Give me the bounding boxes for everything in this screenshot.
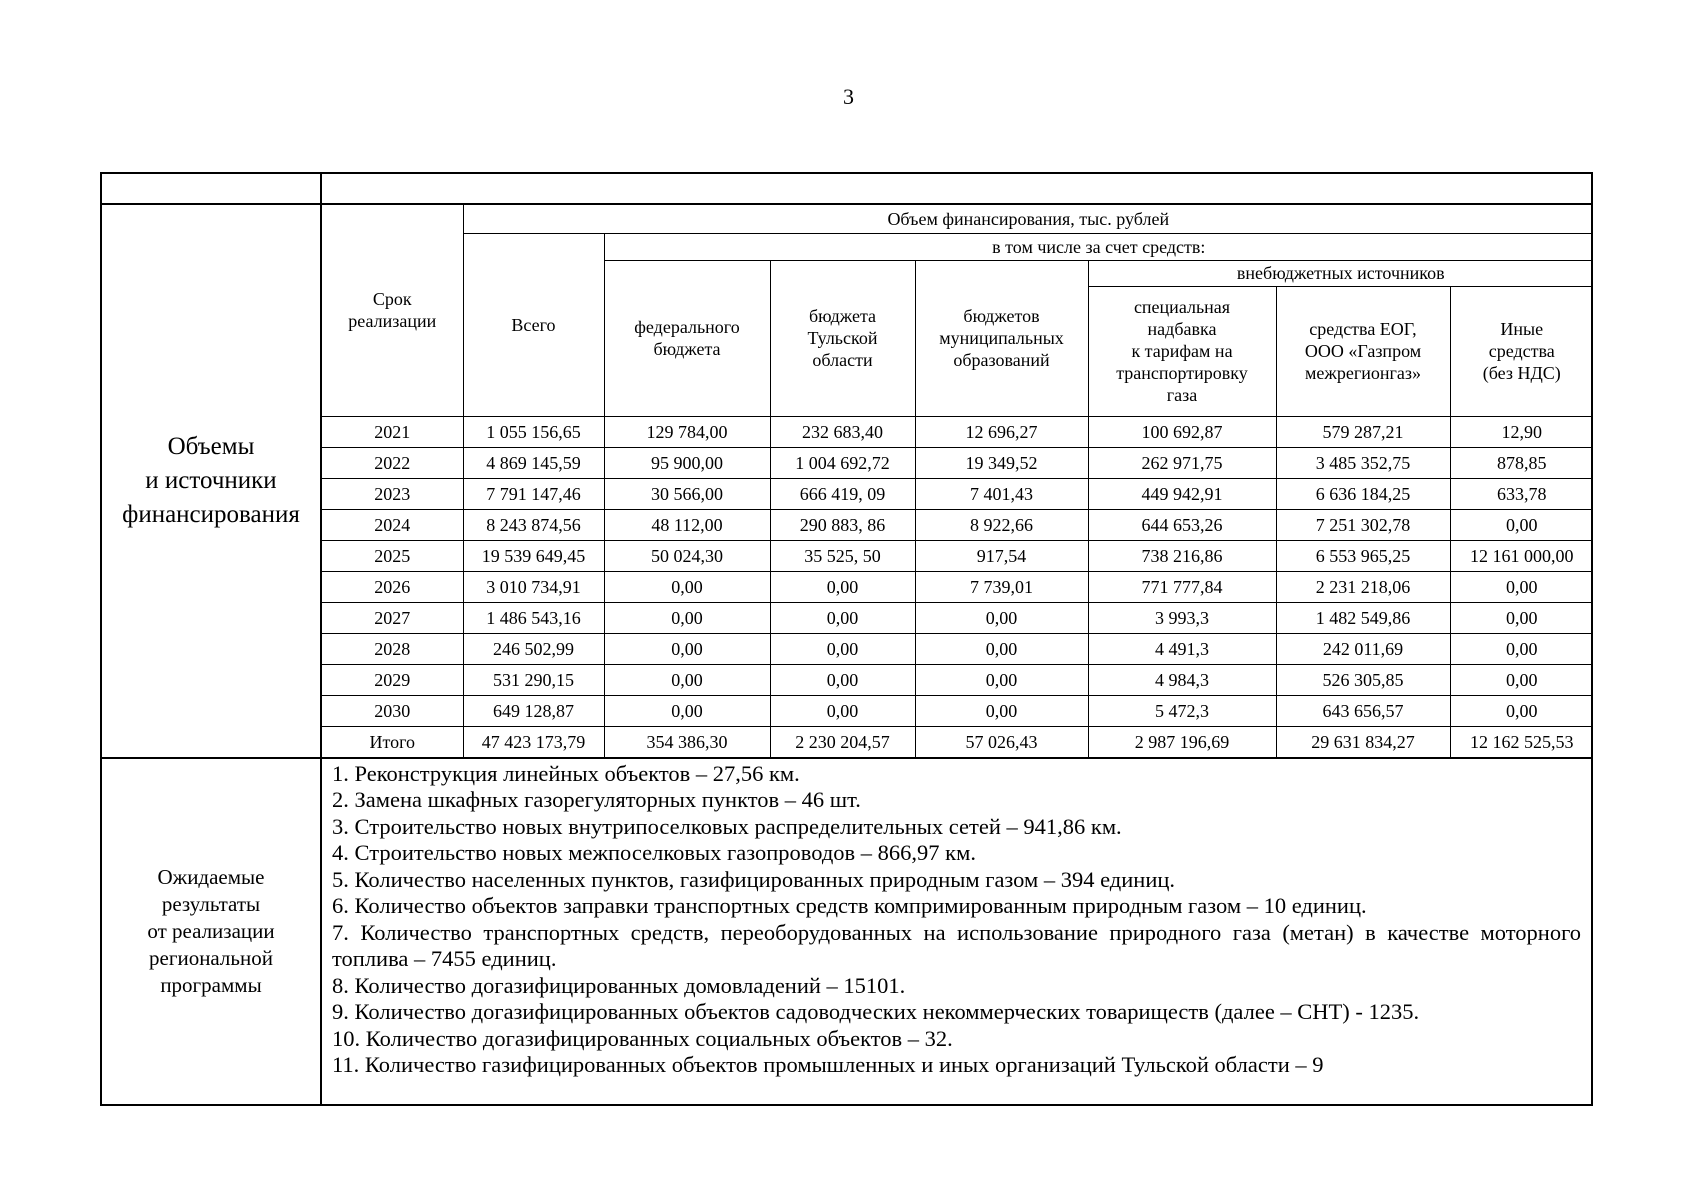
header-text: бюджета [808,306,877,326]
cell-total: 47 423 173,79 [463,726,604,757]
list-item: 11. Количество газифицированных объектов промышленных и иных организаций Тульской области – 9 [332,1052,1324,1077]
cell-municipal: 12 696,27 [915,416,1088,447]
cell-municipal: 0,00 [915,602,1088,633]
header-total: Всего [463,233,604,416]
header-text: специальная [1133,297,1231,317]
cell-eog: 643 656,57 [1276,695,1450,726]
list-item: 5. Количество населенных пунктов, газифицированных природным газом – 394 единиц. [332,866,1176,892]
cell-eog: 526 305,85 [1276,664,1450,695]
cell-special: 2 987 196,69 [1088,726,1276,757]
header-text: средства [1488,341,1555,361]
cell-municipal: 0,00 [915,695,1088,726]
cell-total: 649 128,87 [463,695,604,726]
list-item: 1. Реконструкция линейных объектов – 27,56 км. [332,760,800,786]
cell-eog: 7 251 302,78 [1276,509,1450,540]
cell-total: 3 010 734,91 [463,571,604,602]
cell-municipal: 7 739,01 [915,571,1088,602]
financing-cell [321,204,1592,758]
cell-other: 12,90 [1450,416,1593,447]
header-including: в том числе за счет средств: [604,233,1593,260]
cell-special: 4 491,3 [1088,633,1276,664]
header-text: ООО «Газпром [1304,341,1422,361]
cell-municipal: 8 922,66 [915,509,1088,540]
cell-eog: 6 636 184,25 [1276,478,1450,509]
cell-year: 2022 [322,447,463,478]
cell-year: 2026 [322,571,463,602]
list-item: 7. Количество транспортных средств, переоборудованных на использование природного газа (метан) в качестве моторного топлива – 7455 единиц. [332,919,1581,971]
passport-table [100,172,1593,1106]
header-federal [604,260,770,416]
cell-regional: 2 230 204,57 [770,726,915,757]
cell-federal: 0,00 [604,633,770,664]
results-label-line: результаты [161,891,261,916]
header-text: к тарифам на [1131,341,1233,361]
cell-other: 12 161 000,00 [1450,540,1593,571]
results-label-line: региональной [149,945,273,970]
cell-special: 262 971,75 [1088,447,1276,478]
header-text: (без НДС) [1482,363,1561,383]
cell-total: 531 290,15 [463,664,604,695]
cell-eog: 242 011,69 [1276,633,1450,664]
page-number: 3 [843,84,854,109]
cell-other: 633,78 [1450,478,1593,509]
cell-municipal: 917,54 [915,540,1088,571]
cell-year: 2021 [322,416,463,447]
table-row [322,664,1593,695]
cell-regional: 0,00 [770,571,915,602]
cell-special: 4 984,3 [1088,664,1276,695]
cell-federal: 48 112,00 [604,509,770,540]
cell-special: 644 653,26 [1088,509,1276,540]
cell-federal: 354 386,30 [604,726,770,757]
header-text: Срок [372,289,412,310]
cell-federal: 95 900,00 [604,447,770,478]
header-period [322,205,463,416]
cell-eog: 29 631 834,27 [1276,726,1450,757]
table-row [322,509,1593,540]
table-row [322,540,1593,571]
header-text: муниципальных [939,328,1064,348]
table-row [322,695,1593,726]
list-item: 2. Замена шкафных газорегуляторных пунктов – 46 шт. [332,787,861,812]
cell-regional: 290 883, 86 [770,509,915,540]
cell-regional: 232 683,40 [770,416,915,447]
cell-municipal: 0,00 [915,664,1088,695]
cell-year: 2027 [322,602,463,633]
cell-total: 4 869 145,59 [463,447,604,478]
header-text: надбавка [1147,319,1217,339]
cell-special: 100 692,87 [1088,416,1276,447]
table-row-total [322,726,1593,757]
results-label [101,758,321,1105]
cell-other: 0,00 [1450,571,1593,602]
results-label-line: от реализации [147,918,275,943]
header-special [1088,286,1276,416]
cell-total: 1 055 156,65 [463,416,604,447]
cell-regional: 0,00 [770,664,915,695]
table-row [322,416,1593,447]
cell-eog: 579 287,21 [1276,416,1450,447]
cell-municipal: 0,00 [915,633,1088,664]
empty-cell-left [101,173,321,204]
header-extrabudget: внебюджетных источников [1088,260,1593,286]
list-item: 10. Количество догазифицированных социальных объектов – 32. [332,1025,953,1051]
cell-year: 2030 [322,695,463,726]
cell-year: 2024 [322,509,463,540]
cell-regional: 666 419, 09 [770,478,915,509]
cell-total: 1 486 543,16 [463,602,604,633]
header-text: Тульской [807,328,878,348]
financing-label-line: и источники [145,466,277,494]
cell-year: Итого [322,726,463,757]
cell-special: 3 993,3 [1088,602,1276,633]
cell-other: 0,00 [1450,602,1593,633]
cell-total: 19 539 649,45 [463,540,604,571]
cell-eog: 2 231 218,06 [1276,571,1450,602]
financing-table [322,205,1593,757]
list-item: 9. Количество догазифицированных объектов садоводческих некоммерческих товариществ (далее – СНТ) - 1235. [332,999,1420,1024]
header-other [1450,286,1593,416]
cell-federal: 30 566,00 [604,478,770,509]
header-text: области [812,350,873,370]
cell-federal: 0,00 [604,664,770,695]
header-text: средства ЕОГ, [1309,319,1417,339]
cell-year: 2028 [322,633,463,664]
cell-regional: 1 004 692,72 [770,447,915,478]
cell-special: 771 777,84 [1088,571,1276,602]
cell-eog: 1 482 549,86 [1276,602,1450,633]
financing-label-line: Объемы [167,432,255,460]
header-text: межрегионгаз» [1305,363,1421,383]
cell-eog: 6 553 965,25 [1276,540,1450,571]
cell-other: 878,85 [1450,447,1593,478]
cell-regional: 0,00 [770,633,915,664]
header-text: бюджетов [963,306,1040,326]
table-row [322,602,1593,633]
list-item: 6. Количество объектов заправки транспортных средств компримированным природным газом – 10 единиц. [332,893,1367,918]
table-row [322,633,1593,664]
results-label-line: Ожидаемые [157,864,265,889]
list-item: 8. Количество догазифицированных домовладений – 15101. [332,972,906,998]
cell-year: 2023 [322,478,463,509]
header-eog [1276,286,1450,416]
cell-total: 8 243 874,56 [463,509,604,540]
table-row [322,571,1593,602]
cell-year: 2025 [322,540,463,571]
header-text: федерального [634,317,740,337]
table-row [322,447,1593,478]
cell-special: 738 216,86 [1088,540,1276,571]
cell-other: 0,00 [1450,695,1593,726]
cell-federal: 50 024,30 [604,540,770,571]
list-item: 3. Строительство новых внутрипоселковых распределительных сетей – 941,86 км. [332,813,1122,839]
cell-total: 7 791 147,46 [463,478,604,509]
header-text: образований [953,350,1050,370]
cell-special: 449 942,91 [1088,478,1276,509]
header-text: реализации [348,311,437,332]
results-list [321,758,1592,1105]
cell-other: 12 162 525,53 [1450,726,1593,757]
header-text: газа [1166,385,1198,405]
cell-federal: 0,00 [604,571,770,602]
cell-regional: 35 525, 50 [770,540,915,571]
financing-label [101,204,321,758]
header-volume: Объем финансирования, тыс. рублей [463,205,1593,233]
cell-municipal: 19 349,52 [915,447,1088,478]
cell-federal: 129 784,00 [604,416,770,447]
cell-eog: 3 485 352,75 [1276,447,1450,478]
header-municipal [915,260,1088,416]
financing-label-line: финансирования [122,500,300,528]
cell-federal: 0,00 [604,602,770,633]
cell-municipal: 7 401,43 [915,478,1088,509]
header-text: транспортировку [1116,363,1248,383]
cell-special: 5 472,3 [1088,695,1276,726]
cell-municipal: 57 026,43 [915,726,1088,757]
empty-cell-right [321,173,1592,204]
cell-total: 246 502,99 [463,633,604,664]
header-text: бюджета [653,339,721,359]
cell-other: 0,00 [1450,509,1593,540]
cell-regional: 0,00 [770,602,915,633]
cell-other: 0,00 [1450,664,1593,695]
results-label-line: программы [160,972,262,997]
list-item: 4. Строительство новых межпоселковых газопроводов – 866,97 км. [332,840,976,865]
cell-regional: 0,00 [770,695,915,726]
cell-other: 0,00 [1450,633,1593,664]
table-row [322,478,1593,509]
cell-federal: 0,00 [604,695,770,726]
header-text: Иные [1500,319,1544,339]
cell-year: 2029 [322,664,463,695]
header-regional [770,260,915,416]
